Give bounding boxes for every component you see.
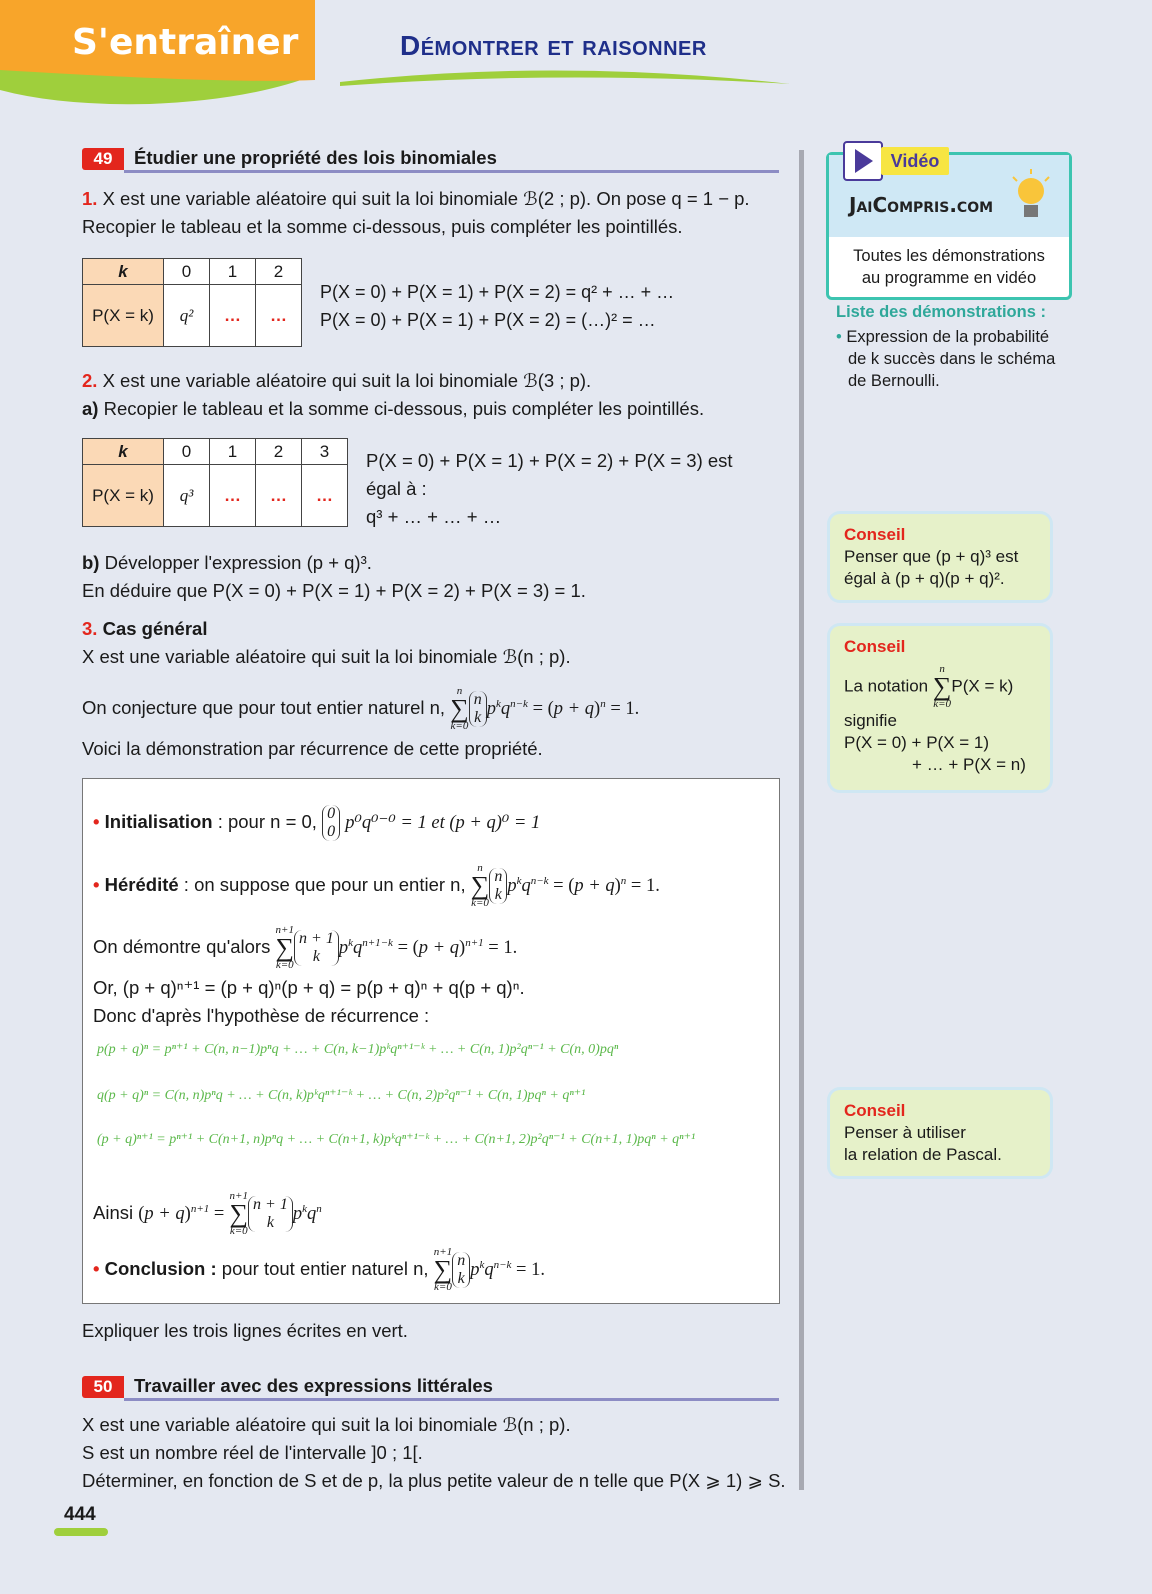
q2b-label: b)	[82, 552, 100, 573]
sum2-line-a: P(X = 0) + P(X = 1) + P(X = 2) + P(X = 3) est	[366, 450, 733, 471]
sum-formula: n+1 ∑ k=0	[275, 924, 295, 971]
table-cell: k	[83, 439, 164, 465]
video-desc-line2: au programme en vidéo	[861, 269, 1037, 287]
sum-formula: n+1 ∑ k=0	[433, 1246, 453, 1293]
init-equation: p⁰q⁰⁻⁰ = 1 et (p + q)⁰ = 1	[345, 812, 541, 833]
q2-number: 2.	[82, 370, 98, 391]
conseil-line: La notation	[844, 676, 929, 696]
explain-line: Expliquer les trois lignes écrites en vert.	[82, 1320, 408, 1341]
q2b-line2: En déduire que P(X = 0) + P(X = 1) + P(X = 2) + P(X = 3) = 1.	[82, 580, 586, 601]
chapter-title: Démontrer et raisonner	[400, 30, 707, 61]
column-divider	[799, 150, 804, 1490]
table-cell: 1	[210, 259, 256, 285]
q2a-line	[82, 396, 704, 422]
bullet: •	[93, 1257, 100, 1279]
table-cell: …	[210, 285, 256, 347]
sum-formula: n ∑ k=0	[470, 862, 490, 909]
conseil-title: Conseil	[844, 525, 906, 544]
conseil-line: P(X = 0) + P(X = 1)	[844, 733, 990, 752]
bullet: •	[93, 873, 100, 895]
table-2	[82, 438, 348, 527]
sum1-line-a: P(X = 0) + P(X = 1) + P(X = 2) = q² + … + …	[320, 282, 675, 302]
conseil-line: + … + P(X = n)	[912, 755, 1026, 774]
proof-ainsi	[93, 1191, 322, 1237]
table-cell: …	[302, 465, 348, 527]
q2a-label: a)	[82, 398, 99, 419]
table-cell: …	[210, 465, 256, 527]
proof-show	[93, 925, 517, 971]
proof-box	[82, 778, 780, 1304]
conseil-box-2	[830, 626, 1050, 790]
conclusion-label: Conclusion :	[104, 1257, 217, 1279]
conseil-line: Penser que (p + q)³ est	[844, 547, 1019, 566]
conseil-notation-line	[844, 664, 1036, 710]
bullet: •	[836, 328, 842, 346]
table-cell: 0	[164, 259, 210, 285]
conseil-title: Conseil	[844, 637, 906, 656]
sum-formula: n ∑ k=0	[932, 663, 952, 710]
green-line-3: (p + q)ⁿ⁺¹ = pⁿ⁺¹ + C(n+1, n)pⁿq + … + C(n+1, k)pᵏqⁿ⁺¹⁻ᵏ + … + C(n+1, 2)p²qⁿ⁻¹ + C(n+1, 1)pqⁿ + qⁿ⁺¹	[97, 1132, 696, 1147]
ainsi-text: Ainsi	[93, 1201, 134, 1223]
demo-item-line3: de Bernoulli.	[848, 372, 940, 390]
video-brand: JaiCompris.com	[849, 193, 994, 217]
video-box[interactable]	[826, 152, 1072, 300]
page-number: 444	[64, 1504, 96, 1525]
q3-line3: Voici la démonstration par récurrence de cette propriété.	[82, 738, 543, 759]
binomial-symbol: 0 0	[322, 805, 340, 841]
sum2-line-c: q³ + … + … + …	[366, 506, 502, 527]
sum1-line-b: P(X = 0) + P(X = 1) + P(X = 2) = (…)² = …	[320, 310, 656, 330]
formula-tail: $p^kq^{n-k} = 1$.	[470, 1258, 545, 1280]
lightbulb-icon	[1009, 167, 1059, 229]
heredity-text: : on suppose que pour un entier n,	[183, 873, 466, 895]
video-desc-line1: Toutes les démonstrations	[853, 247, 1045, 265]
exercise-number: 50	[82, 1376, 124, 1398]
q2-line1	[82, 368, 591, 394]
proof-heredity	[93, 863, 660, 909]
ainsi-lhs: $(p + q)^{n+1}$ =	[138, 1202, 225, 1224]
binomial-symbol: n k	[489, 868, 507, 904]
q1-line1	[82, 186, 750, 212]
conseil-line: Penser à utiliser	[844, 1123, 966, 1142]
demo-item-line2: de k succès dans le schéma	[848, 350, 1056, 368]
ex50-line1: X est une variable aléatoire qui suit la loi binomiale ℬ(n ; p).	[82, 1414, 571, 1435]
conseil-box-1	[830, 514, 1050, 600]
q3-line2	[82, 686, 639, 732]
binomial-symbol: n + 1 k	[248, 1196, 293, 1232]
table-cell: q³	[164, 465, 210, 527]
ex50-line3: Déterminer, en fonction de S et de p, la plus petite valeur de n telle que P(X ⩾ 1) ⩾ S.	[82, 1470, 786, 1491]
demo-list-title: Liste des démonstrations :	[836, 303, 1046, 321]
table-cell: 2	[256, 259, 302, 285]
table-cell: 1	[210, 439, 256, 465]
exercise-title: Étudier une propriété des lois binomiales	[134, 147, 497, 168]
conseil-title: Conseil	[844, 1101, 906, 1120]
table-cell: …	[256, 465, 302, 527]
table-1	[82, 258, 302, 347]
table-cell: …	[256, 285, 302, 347]
table-cell: 0	[164, 439, 210, 465]
q3-title: Cas général	[102, 618, 208, 639]
conseil-box-3	[830, 1090, 1050, 1176]
demo-item-line1: Expression de la probabilité	[846, 328, 1050, 346]
video-label: Vidéo	[881, 147, 949, 175]
sum2-line-b: égal à :	[366, 478, 427, 499]
q3-conjecture-text: On conjecture que pour tout entier naturel n,	[82, 696, 446, 718]
formula-tail: $p^kq^{n-k} = (p + q)^n = 1$.	[507, 874, 660, 896]
formula-tail: $p^kq^{n+1-k} = (p + q)^{n+1} = 1$.	[338, 936, 518, 958]
q2-text: X est une variable aléatoire qui suit la loi binomiale ℬ(3 ; p).	[102, 370, 592, 391]
conseil-line: la relation de Pascal.	[844, 1145, 1002, 1164]
formula-tail: $p^kq^{n-k} = (p + q)^n = 1$.	[486, 697, 640, 719]
table-cell: k	[83, 259, 164, 285]
init-label: Initialisation	[104, 810, 213, 832]
q1-number: 1.	[82, 188, 98, 209]
q2a-text: Recopier le tableau et la somme ci-dessous, puis compléter les pointillés.	[103, 398, 705, 419]
q1-text: X est une variable aléatoire qui suit la loi binomiale ℬ(2 ; p). On pose q = 1 − p.	[102, 188, 750, 209]
section-title: S'entraîner	[72, 22, 299, 63]
ex50-line2: S est un nombre réel de l'intervalle ]0 ; 1[.	[82, 1442, 423, 1463]
proof-init	[93, 805, 540, 841]
table-cell: q²	[164, 285, 210, 347]
title-rule	[124, 170, 779, 173]
table-cell: 2	[256, 439, 302, 465]
demo-list-item[interactable]	[836, 326, 1055, 392]
q2b-text: Développer l'expression (p + q)³.	[104, 552, 372, 573]
play-icon[interactable]	[843, 141, 883, 181]
proof-or-line: Or, (p + q)ⁿ⁺¹ = (p + q)ⁿ(p + q) = p(p + q)ⁿ + q(p + q)ⁿ.	[93, 977, 525, 998]
q3-line1: X est une variable aléatoire qui suit la loi binomiale ℬ(n ; p).	[82, 646, 571, 667]
table-cell: P(X = k)	[83, 465, 164, 527]
binomial-symbol: n + 1 k	[294, 930, 339, 966]
conseil-line: signifie	[844, 711, 897, 730]
binomial-symbol: n k	[452, 1252, 470, 1288]
title-rule	[124, 1398, 779, 1401]
proof-conclusion	[93, 1247, 545, 1293]
green-line-1: p(p + q)ⁿ = pⁿ⁺¹ + C(n, n−1)pⁿq + … + C(n, k−1)pᵏqⁿ⁺¹⁻ᵏ + … + C(n, 1)p²qⁿ⁻¹ + C(n, 0)pqⁿ	[97, 1042, 619, 1057]
bullet: •	[93, 810, 100, 832]
conseil-formula: P(X = k)	[951, 676, 1014, 696]
sum-formula: n ∑ k=0	[450, 685, 469, 732]
proof-donc-line: Donc d'après l'hypothèse de récurrence :	[93, 1005, 430, 1026]
show-text: On démontre qu'alors	[93, 935, 271, 957]
q1-line2: Recopier le tableau et la somme ci-dessous, puis compléter les pointillés.	[82, 216, 683, 237]
exercise-number: 49	[82, 148, 124, 170]
page-number-underline	[54, 1528, 108, 1536]
formula-tail: $p^kq^n$	[292, 1202, 322, 1224]
q3-number: 3.	[82, 618, 98, 639]
q3-title-line	[82, 616, 207, 642]
heredity-label: Hérédité	[104, 873, 179, 895]
q2b-line	[82, 550, 372, 576]
green-line-2: q(p + q)ⁿ = C(n, n)pⁿq + … + C(n, k)pᵏqⁿ⁺¹⁻ᵏ + … + C(n, 2)p²qⁿ⁻¹ + C(n, 1)pqⁿ + qⁿ⁺¹	[97, 1088, 586, 1103]
video-description	[829, 245, 1069, 289]
play-triangle	[845, 143, 881, 179]
table-cell: 3	[302, 439, 348, 465]
init-text: : pour n = 0,	[217, 810, 317, 832]
binomial-symbol: n k	[469, 691, 487, 727]
exercise-title: Travailler avec des expressions littérales	[134, 1375, 493, 1396]
table-cell: P(X = k)	[83, 285, 164, 347]
conclusion-text: pour tout entier naturel n,	[221, 1257, 429, 1279]
conseil-line: égal à (p + q)(p + q)².	[844, 569, 1005, 588]
sum-formula: n+1 ∑ k=0	[229, 1190, 249, 1237]
